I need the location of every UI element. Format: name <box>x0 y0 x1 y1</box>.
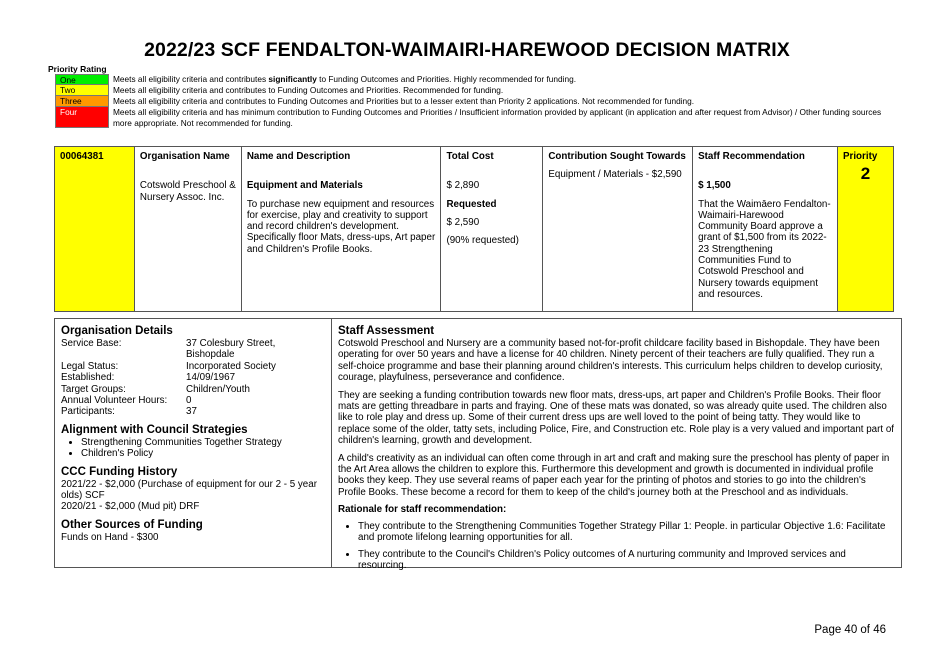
detail-key: Target Groups: <box>61 383 126 395</box>
detail-key: Service Base: <box>61 338 122 349</box>
org-cell <box>134 147 241 312</box>
name-desc-cell <box>241 147 441 312</box>
alignment-heading: Alignment with Council Strategies <box>61 423 248 436</box>
detail-row <box>61 384 325 395</box>
legend-text-bold: significantly <box>268 74 317 84</box>
priority-swatch-three: Three <box>55 96 109 107</box>
org-header: Organisation Name <box>139 151 230 162</box>
detail-row <box>61 361 325 372</box>
application-id-cell <box>55 147 135 312</box>
detail-value: 0 <box>186 395 192 407</box>
rationale-heading: Rationale for staff recommendation: <box>338 504 507 516</box>
requested-label: Requested <box>446 198 497 210</box>
total-cost-value: $ 2,890 <box>446 180 480 192</box>
staff-assessment-heading: Staff Assessment <box>338 325 435 337</box>
staff-assessment-column <box>332 319 901 571</box>
requested-amount: $ 2,590 <box>446 216 480 228</box>
priority-legend-row <box>55 85 885 96</box>
detail-row <box>61 395 325 406</box>
detail-value: 14/09/1967 <box>186 372 236 384</box>
priority-swatch-two: Two <box>55 85 109 96</box>
detail-value: 37 Colesbury Street, Bishopdale <box>186 338 276 361</box>
priority-legend-row <box>55 107 885 128</box>
project-name: Equipment and Materials <box>246 180 363 192</box>
list-item: • Children's Policy <box>81 448 325 459</box>
rec-text: That the Waimāero Fendalton-Waimairi-Harewood Community Board approve a grant of $1,500 from its 2022-23 Strengthening Communities Fund to Cotswold Preschool and Nursery towards equipment and resources. <box>698 198 831 300</box>
priority-legend-text <box>113 74 885 85</box>
priority-legend-row <box>55 74 885 85</box>
priority-swatch-one: One <box>55 74 109 85</box>
table-row <box>55 147 894 312</box>
priority-legend-text: Meets all eligibility criteria and contributes to Funding Outcomes and Priorities but to a lesser extent than Priority 2 applications. Not recommended for funding. <box>113 96 695 106</box>
ccc-funding-line: 2020/21 - $2,000 (Mud pit) DRF <box>61 501 200 513</box>
assessment-paragraph: Cotswold Preschool and Nursery are a community based not-for-profit childcare facility based in Bishopdale. They have been operating for over 50 years and have a license for 40 children. Ninety percent of their teachers are fully qualified. They run a self-choice programme and base their planning around children's interests. This curriculum helps children to develop curiosity, courage, playfulness, perseverance and confidence. <box>338 338 883 384</box>
org-details-heading: Organisation Details <box>61 325 173 337</box>
org-name: Cotswold Preschool & Nursery Assoc. Inc. <box>139 180 236 203</box>
assessment-paragraph: They are seeking a funding contribution towards new floor mats, dress-ups, art paper and Children's Profile Books. Their floor mats are getting threadbare in parts and fraying. One of these mats was donated, so was already quite used. The children also like to role play and dress up. Some of their current dress ups are well loved to the point of being tatty. They would like to replace some of the older, tatty sets, including Police, Fire, and Construction etc. Role play is a very valued and important part of children's learning, growth and development. <box>338 389 894 447</box>
detail-key: Annual Volunteer Hours: <box>61 395 168 407</box>
ccc-funding-line: 2021/22 - $2,000 (Purchase of equipment for our 2 - 5 year olds) SCF <box>61 478 317 502</box>
requested-percent: (90% requested) <box>446 235 519 247</box>
details-left-column <box>55 319 332 567</box>
list-item: • They contribute to the Council's Children's Policy outcomes of A nurturing community and Improved services and resourcing. <box>358 549 895 572</box>
ccc-funding-heading: CCC Funding History <box>61 465 178 478</box>
details-panel <box>54 318 902 571</box>
rec-amount: $ 1,500 <box>698 180 731 192</box>
legend-text-part: to Funding Outcomes and Priorities. Highly recommended for funding. <box>316 74 577 84</box>
staff-rec-cell <box>693 147 838 312</box>
priority-legend-text: Meets all eligibility criteria and has minimum contribution to Funding Outcomes and Priorities / Insufficient information provided by applicant (in application and after request from Advisor) / Other funding sources more appropriate. Not recommended for funding. <box>113 107 882 128</box>
priority-cell <box>837 147 893 312</box>
detail-key: Legal Status: <box>61 360 119 372</box>
staff-rec-header: Staff Recommendation <box>698 151 805 162</box>
other-funding-line: Funds on Hand - $300 <box>61 531 159 543</box>
priority-legend <box>55 74 885 128</box>
application-id: 00064381 <box>60 151 104 162</box>
alignment-list <box>61 437 325 460</box>
detail-key: Established: <box>61 372 115 384</box>
detail-key: Participants: <box>61 406 115 418</box>
page-title: 2022/23 SCF FENDALTON-WAIMAIRI-HAREWOOD DECISION MATRIX <box>144 39 790 61</box>
priority-rating-heading: Priority Rating <box>48 64 107 74</box>
detail-value: Incorporated Society <box>186 360 276 372</box>
list-item: • They contribute to the Strengthening Communities Together Strategy Pillar 1: People. in particular Objective 1.6: Facilitate and promote lifelong learning opportunities for all. <box>358 521 895 544</box>
page-number: Page 40 of 46 <box>814 624 886 636</box>
contribution-header: Contribution Sought Towards <box>548 151 686 162</box>
contribution-cell <box>543 147 693 312</box>
assessment-paragraph: A child's creativity as an individual can often come through in art and craft and making sure the preschool has plenty of paper in the Art Area allows the children to explore this. Furthermore this development and growth is documented in individual profile books they keep. They use several reams of paper each year for the printing of photos and stories to go into the children's Profile Books. These become a record for them to keep of the child's journey both at the Preschool and as individuals. <box>338 452 890 498</box>
legend-text-part: Meets all eligibility criteria and contributes <box>113 74 269 84</box>
project-description: To purchase new equipment and resources for exercise, play and creativity to support and record children's development. Specifically floor Mats, dress-ups, Art paper and Children's Profile Books. <box>246 198 436 255</box>
application-table <box>54 146 894 312</box>
priority-header: Priority <box>842 151 878 162</box>
other-funding-heading: Other Sources of Funding <box>61 518 203 531</box>
detail-value: Children/Youth <box>186 383 250 395</box>
list-item: • Strengthening Communities Together Strategy <box>81 437 325 448</box>
total-cost-header: Total Cost <box>446 151 494 162</box>
priority-legend-text: Meets all eligibility criteria and contributes to Funding Outcomes and Priorities. Recommended for funding. <box>113 85 504 95</box>
priority-value: 2 <box>860 164 871 184</box>
rationale-list <box>338 521 895 572</box>
priority-legend-row <box>55 96 885 107</box>
detail-value: 37 <box>186 406 197 418</box>
detail-row <box>61 372 325 383</box>
contribution-value: Equipment / Materials - $2,590 <box>548 169 682 181</box>
detail-row <box>61 338 325 361</box>
total-cost-cell <box>441 147 543 312</box>
priority-swatch-four: Four <box>55 107 109 128</box>
detail-row <box>61 406 325 417</box>
name-desc-header: Name and Description <box>246 151 351 162</box>
